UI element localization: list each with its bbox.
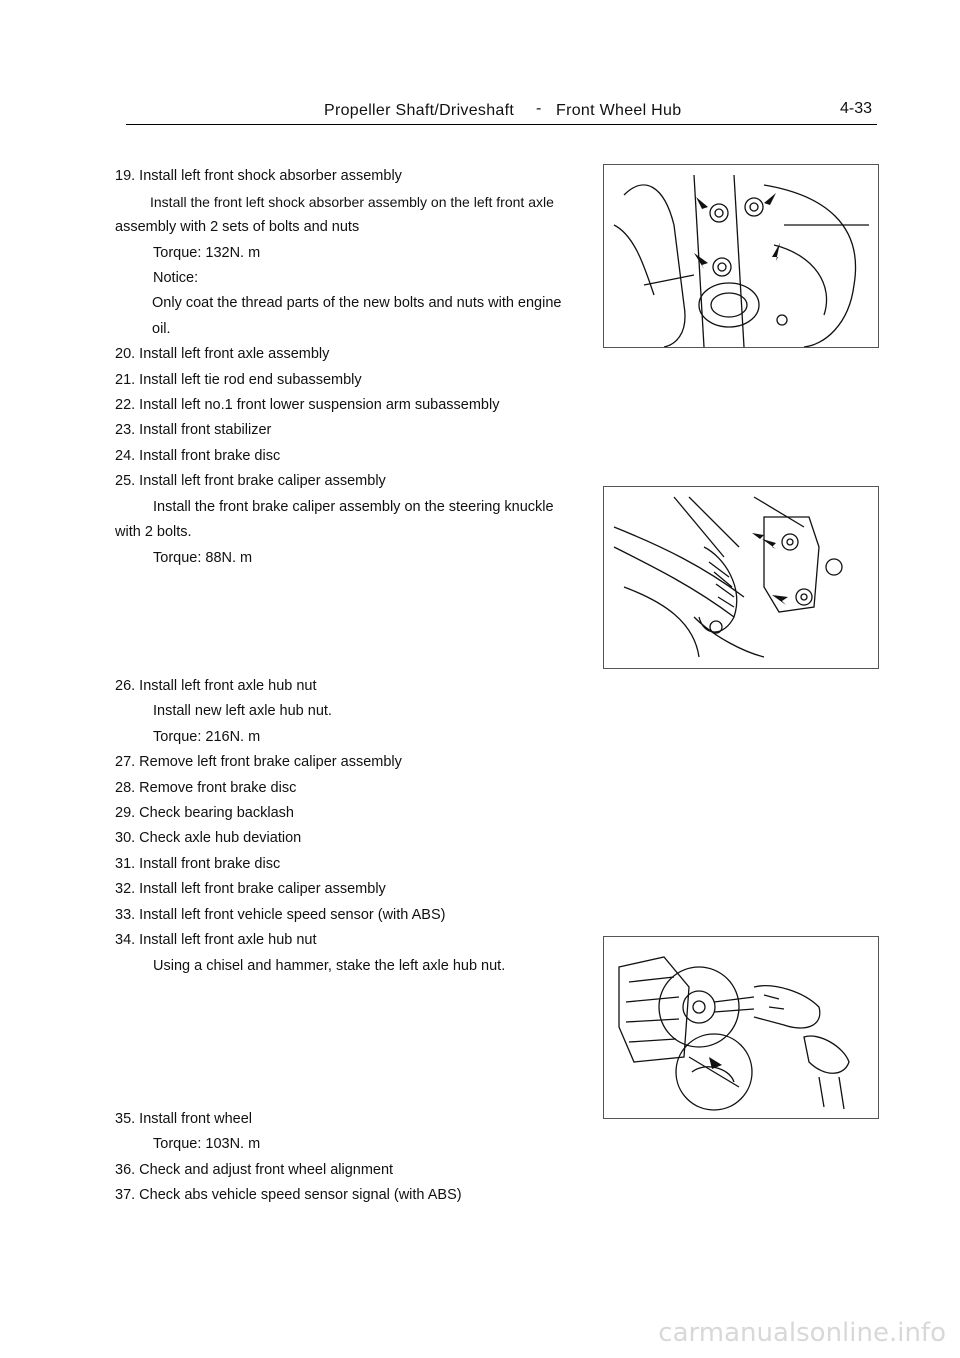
step-26-torque: Torque: 216N. m xyxy=(153,729,261,745)
watermark: carmanualsonline.info xyxy=(658,1318,946,1348)
step-21: 21. Install left tie rod end subassembly xyxy=(115,372,362,388)
step-35: 35. Install front wheel xyxy=(115,1111,253,1127)
header-rule xyxy=(126,124,877,125)
subsection-title: Front Wheel Hub xyxy=(556,102,682,119)
page-header xyxy=(0,100,960,130)
step-31: 31. Install front brake disc xyxy=(115,856,281,872)
step-33: 33. Install left front vehicle speed sensor (with ABS) xyxy=(115,907,446,923)
figure-brake-caliper xyxy=(603,486,879,669)
step-24: 24. Install front brake disc xyxy=(115,448,281,464)
step-30: 30. Check axle hub deviation xyxy=(115,830,302,846)
step-25: 25. Install left front brake caliper assembly xyxy=(115,473,386,489)
step-25-detail: Install the front brake caliper assembly on the steering knuckle xyxy=(153,499,554,515)
step-19: 19. Install left front shock absorber assembly xyxy=(115,168,402,184)
step-20: 20. Install left front axle assembly xyxy=(115,346,330,362)
step-32: 32. Install left front brake caliper assembly xyxy=(115,881,386,897)
step-37: 37. Check abs vehicle speed sensor signal (with ABS) xyxy=(115,1187,462,1203)
step-19-notice: Only coat the thread parts of the new bolts and nuts with engine xyxy=(152,295,562,311)
step-27: 27. Remove left front brake caliper assembly xyxy=(115,754,402,770)
step-22: 22. Install left no.1 front lower suspension arm subassembly xyxy=(115,397,500,413)
step-34-detail: Using a chisel and hammer, stake the left axle hub nut. xyxy=(153,958,506,974)
step-34: 34. Install left front axle hub nut xyxy=(115,932,317,948)
step-25-torque: Torque: 88N. m xyxy=(153,550,253,566)
step-35-torque: Torque: 103N. m xyxy=(153,1136,261,1152)
step-25-detail-cont: with 2 bolts. xyxy=(115,524,192,540)
figure-shock-absorber-bolts xyxy=(603,164,879,348)
page-number: 4-33 xyxy=(840,100,873,117)
step-19-notice-label: Notice: xyxy=(153,270,199,286)
step-23: 23. Install front stabilizer xyxy=(115,422,272,438)
step-19-detail: Install the front left shock absorber assembly on the left front axle xyxy=(150,194,554,210)
step-29: 29. Check bearing backlash xyxy=(115,805,294,821)
step-36: 36. Check and adjust front wheel alignment xyxy=(115,1162,394,1178)
step-19-torque: Torque: 132N. m xyxy=(153,245,261,261)
step-19-notice-cont: oil. xyxy=(152,321,171,337)
step-28: 28. Remove front brake disc xyxy=(115,780,297,796)
header-separator: - xyxy=(536,100,542,117)
section-title: Propeller Shaft/Driveshaft xyxy=(324,102,515,119)
figure-stake-hub-nut xyxy=(603,936,879,1119)
step-26-detail: Install new left axle hub nut. xyxy=(153,703,332,719)
step-26: 26. Install left front axle hub nut xyxy=(115,678,317,694)
step-19-detail-cont: assembly with 2 sets of bolts and nuts xyxy=(115,219,360,235)
